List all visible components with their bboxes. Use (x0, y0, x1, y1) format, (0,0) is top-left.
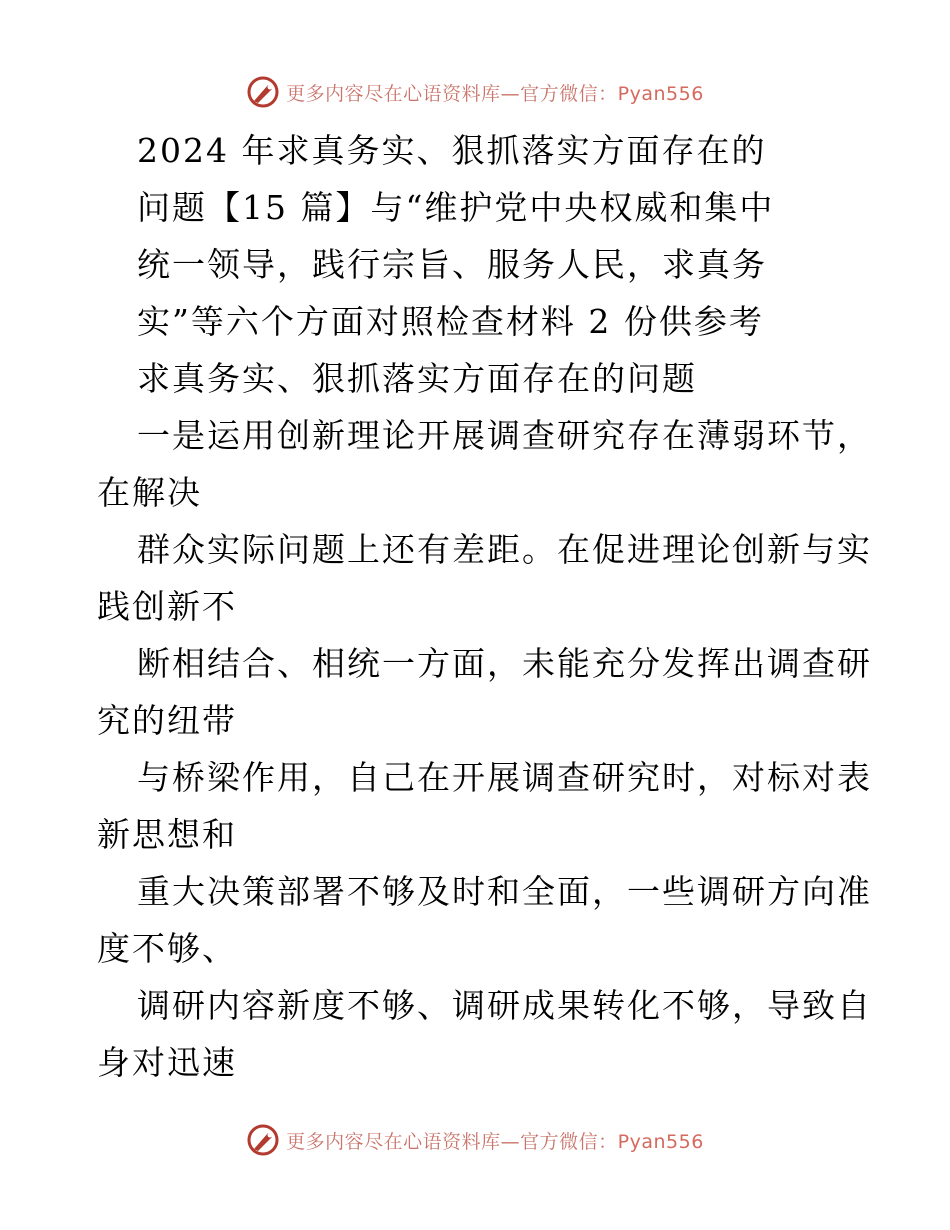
paragraph-line: 践创新不 (97, 587, 237, 626)
pen-logo-icon (246, 1123, 280, 1157)
watermark-text: 更多内容尽在心语资料库—官方微信：Pyan556 (286, 82, 704, 105)
header-watermark (0, 72, 950, 112)
title-line: 实”等六个方面对照检查材料 2 份供参考 (137, 302, 764, 341)
section-heading: 求真务实、狠抓落实方面存在的问题 (137, 359, 697, 398)
pen-logo-icon (246, 75, 280, 109)
paragraph-line: 一是运用创新理论开展调查研究存在薄弱环节， (137, 416, 872, 455)
title-line: 统一领导，践行宗旨、服务人民，求真务 (137, 245, 767, 284)
title-line: 2024 年求真务实、狠抓落实方面存在的 (137, 131, 767, 170)
paragraph-line: 究的纽带 (97, 701, 237, 740)
wechat-id: Pyan556 (617, 1130, 704, 1153)
paragraph-line: 新思想和 (97, 815, 237, 854)
paragraph-line: 在解决 (97, 473, 202, 512)
document-body (97, 122, 872, 1091)
paragraph-line: 与桥梁作用，自己在开展调查研究时，对标对表 (137, 758, 872, 797)
paragraph-line: 身对迅速 (97, 1043, 237, 1082)
paragraph-line: 重大决策部署不够及时和全面，一些调研方向准 (137, 872, 872, 911)
paragraph-line: 群众实际问题上还有差距。在促进理论创新与实 (137, 530, 872, 569)
watermark-text: 更多内容尽在心语资料库—官方微信：Pyan556 (286, 1130, 704, 1153)
paragraph-line: 调研内容新度不够、调研成果转化不够，导致自 (137, 986, 872, 1025)
footer-watermark (0, 1120, 950, 1160)
paragraph-line: 度不够、 (97, 929, 237, 968)
paragraph-line: 断相结合、相统一方面，未能充分发挥出调查研 (137, 644, 872, 683)
wechat-id: Pyan556 (617, 82, 704, 105)
title-line: 问题【15 篇】与“维护党中央权威和集中 (137, 188, 775, 227)
